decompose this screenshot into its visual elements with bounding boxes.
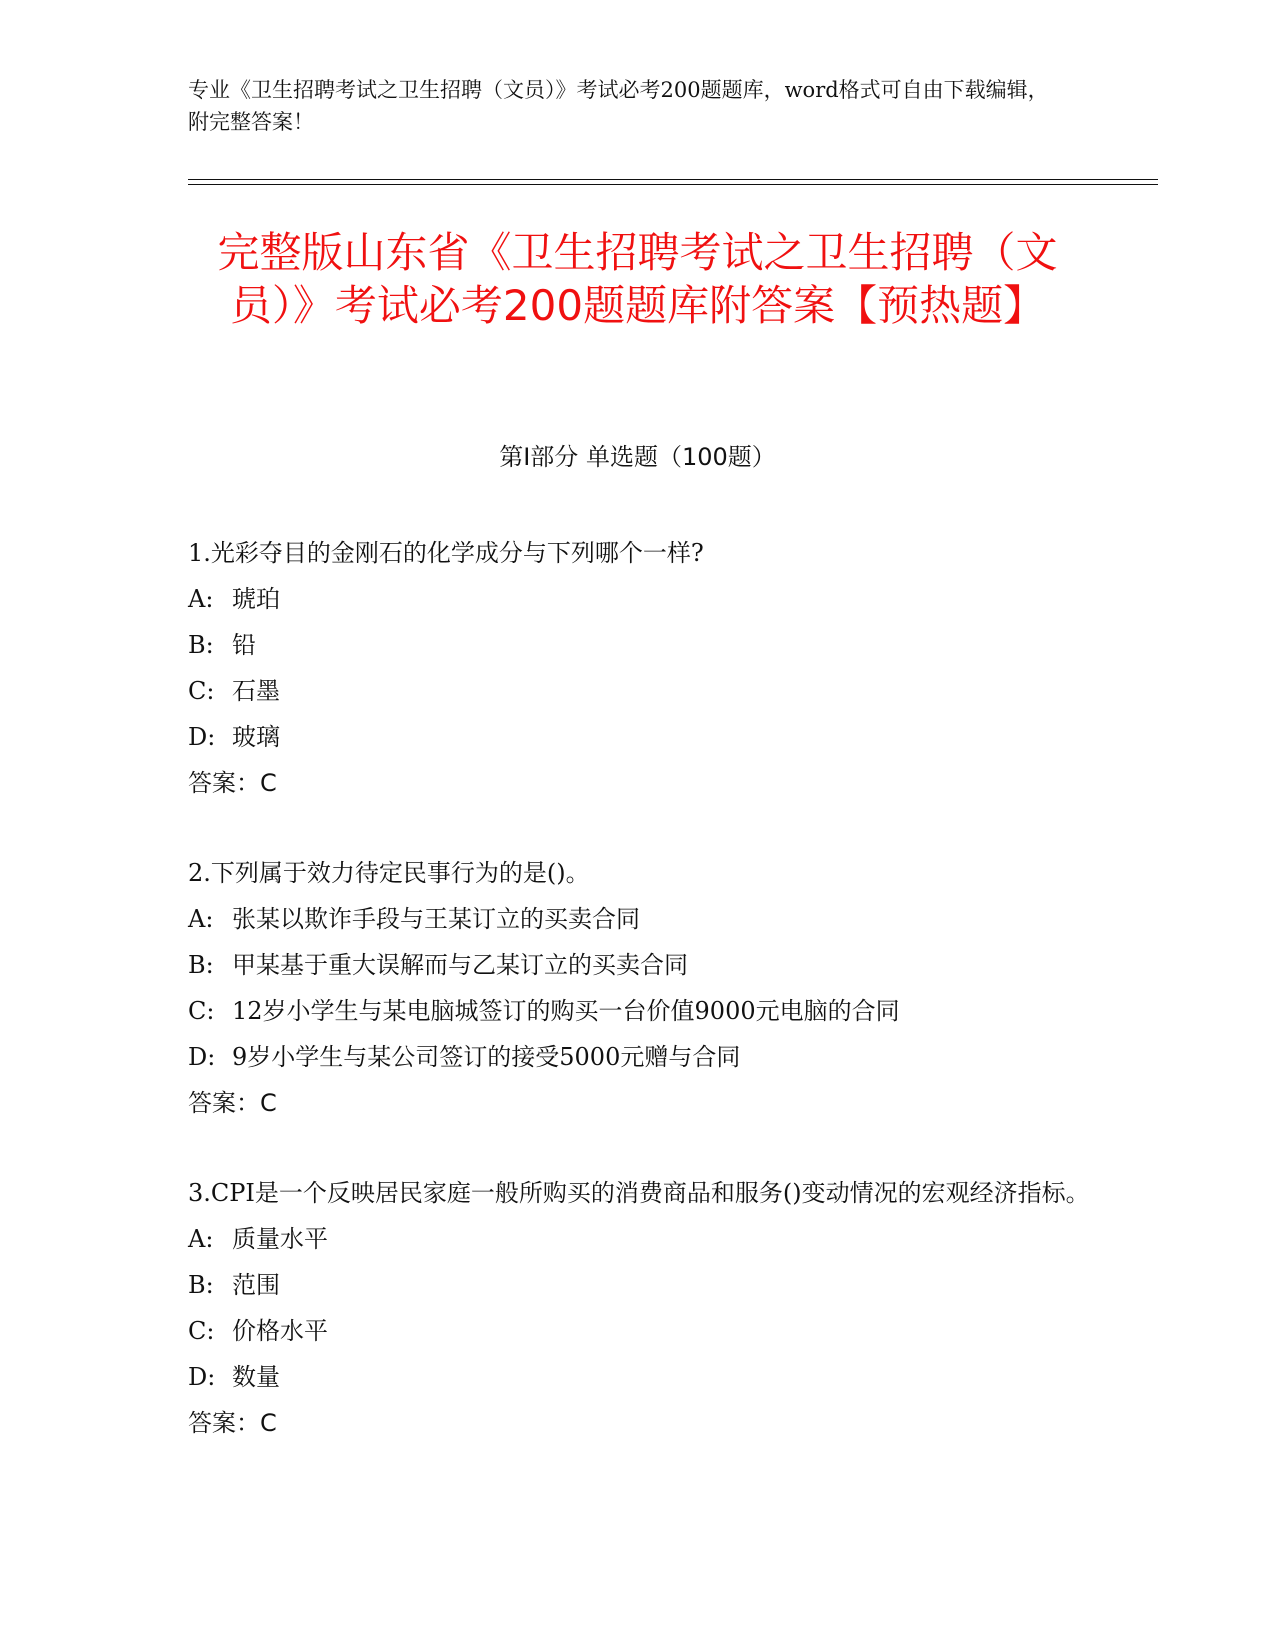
option-text: 石墨 <box>232 677 280 705</box>
option-text: 12岁小学生与某电脑城签订的购买一台价值9000元电脑的合同 <box>232 997 900 1025</box>
option-b <box>188 942 1108 988</box>
question-stem: 1.光彩夺目的金刚石的化学成分与下列哪个一样? <box>188 539 704 567</box>
answer-line <box>188 1400 1108 1446</box>
option-letter: C: <box>188 997 215 1025</box>
question-stem: 3.CPI是一个反映居民家庭一般所购买的消费商品和服务()变动情况的宏观经济指标。 <box>188 1179 1090 1207</box>
option-text: 价格水平 <box>232 1317 328 1345</box>
answer-value: C <box>260 1089 277 1117</box>
option-c <box>188 988 1108 1034</box>
option-text: 甲某基于重大误解而与乙某订立的买卖合同 <box>232 951 688 979</box>
option-text: 9岁小学生与某公司签订的接受5000元赠与合同 <box>232 1043 741 1071</box>
section-title: 第Ⅰ部分 单选题（100题） <box>499 443 776 471</box>
answer-label: 答案： <box>188 1409 260 1437</box>
answer-label: 答案： <box>188 769 260 797</box>
option-text: 玻璃 <box>232 723 280 751</box>
answer-value: C <box>260 769 277 797</box>
option-letter: C: <box>188 677 215 705</box>
question-stem: 2.下列属于效力待定民事行为的是()。 <box>188 859 590 887</box>
option-text: 数量 <box>232 1363 280 1391</box>
option-letter: D: <box>188 723 216 751</box>
option-d <box>188 1034 1108 1080</box>
option-letter: C: <box>188 1317 215 1345</box>
document-title: 完整版山东省《卫生招聘考试之卫生招聘（文员）》考试必考200题题库附答案【预热题】 <box>217 228 1058 330</box>
option-a <box>188 1216 1108 1262</box>
option-text: 质量水平 <box>232 1225 328 1253</box>
option-c <box>188 668 1108 714</box>
option-letter: A: <box>188 1225 214 1253</box>
option-letter: B: <box>188 1271 214 1299</box>
option-b <box>188 1262 1108 1308</box>
option-letter: B: <box>188 951 214 979</box>
answer-value: C <box>260 1409 277 1437</box>
answer-line <box>188 1080 1108 1126</box>
question-2 <box>188 850 1108 1126</box>
question-3 <box>188 1170 1108 1446</box>
option-text: 琥珀 <box>232 585 280 613</box>
option-a <box>188 576 1108 622</box>
option-d <box>188 1354 1108 1400</box>
answer-line <box>188 760 1108 806</box>
option-a <box>188 896 1108 942</box>
option-letter: D: <box>188 1363 216 1391</box>
option-text: 张某以欺诈手段与王某订立的买卖合同 <box>232 905 640 933</box>
header-divider-bottom <box>188 184 1158 185</box>
option-letter: A: <box>188 905 214 933</box>
question-1 <box>188 530 1108 806</box>
option-text: 范围 <box>232 1271 280 1299</box>
option-letter: B: <box>188 631 214 659</box>
option-c <box>188 1308 1108 1354</box>
header-note: 专业《卫生招聘考试之卫生招聘（文员）》考试必考200题题库，word格式可自由下载编辑，附完整答案！ <box>188 78 1049 134</box>
header-divider-top <box>188 179 1158 180</box>
option-b <box>188 622 1108 668</box>
option-letter: A: <box>188 585 214 613</box>
option-letter: D: <box>188 1043 216 1071</box>
option-text: 铅 <box>232 631 256 659</box>
option-d <box>188 714 1108 760</box>
answer-label: 答案： <box>188 1089 260 1117</box>
